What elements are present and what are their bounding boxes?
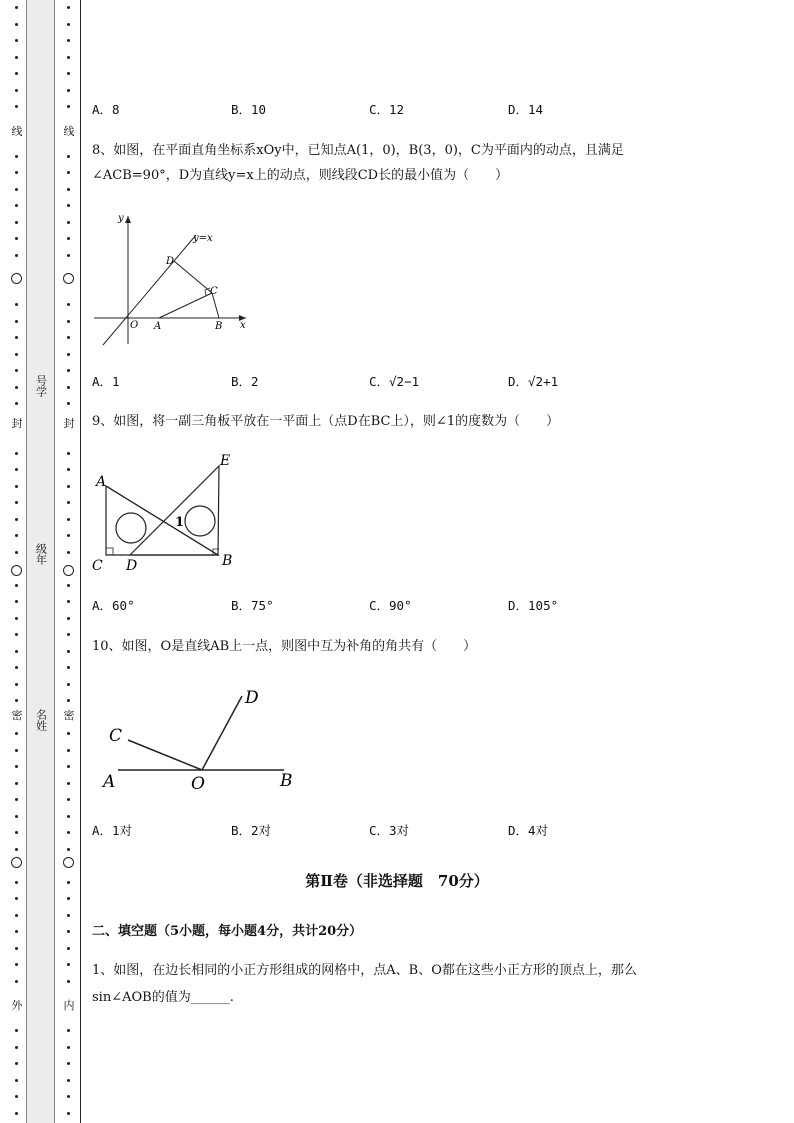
binding-dot [67,732,70,735]
binding-dot [67,72,70,75]
binding-dot [67,369,70,372]
binding-dot [67,155,70,158]
binding-dot [15,897,18,900]
q9-options [92,596,652,616]
binding-dot [15,320,18,323]
q10-point-d: D [245,688,259,708]
binding-dot [67,666,70,669]
inner-dotted-line [59,0,79,1123]
binding-dot [67,188,70,191]
student-id-label: 号学 [34,375,48,397]
binding-dot [15,584,18,587]
binding-dot [67,518,70,521]
binding-dot [67,815,70,818]
q8-option-a[interactable]: A．1 [92,374,120,389]
binding-dot [67,650,70,653]
binding-dot [67,765,70,768]
binding-dot [15,188,18,191]
q8-option-b[interactable]: B．2 [231,374,259,389]
binding-dot [15,402,18,405]
binding-dot [15,1046,18,1049]
binding-dot [67,947,70,950]
binding-dot [67,452,70,455]
outer-dotted-line [7,0,27,1123]
q8-point-b: B [215,321,223,332]
binding-dot [67,237,70,240]
binding-dot [67,782,70,785]
binding-dot [67,89,70,92]
binding-dot [15,683,18,686]
binding-dot [15,23,18,26]
binding-dot [67,963,70,966]
binding-dot [67,930,70,933]
binding-dot [15,386,18,389]
binding-dot [15,518,18,521]
inner-char-mark: 内 [63,999,75,1012]
binding-dot [15,353,18,356]
binding-dot [67,1046,70,1049]
binding-dot [67,600,70,603]
binding-dot [15,155,18,158]
binding-dot [67,633,70,636]
q8-point-d: D [166,256,175,267]
binding-dot [15,303,18,306]
q8-line-label: y=x [193,233,213,244]
binding-dot [67,402,70,405]
binding-dot [15,666,18,669]
section-two-title: 二、填空题（5小题，每小题4分，共计20分） [92,924,363,939]
binding-dot [67,353,70,356]
fill1-stem-line2: sin∠AOB的值为______. [92,990,234,1005]
binding-margin [0,0,82,1123]
q8-stem-line1: 8、如图，在平面直角坐标系xOy中，已知点A(1，0)，B(3，0)，C为平面内的动点，且满足 [92,143,624,158]
binding-dot [15,468,18,471]
binding-dot [15,237,18,240]
q9-point-c: C [92,558,103,574]
q10-point-o: O [191,774,205,794]
q10-stem: 10、如图，O是直线AB上一点，则图中互为补角的角共有（ ） [92,639,477,654]
binding-dot [67,897,70,900]
q9-point-e: E [220,453,231,469]
inner-char-mark: 封 [63,417,75,430]
q10-point-a: A [103,772,116,792]
q7-options [92,100,652,120]
q9-point-b: B [222,553,233,569]
binding-dot [15,89,18,92]
binding-dot [67,617,70,620]
binding-dot [67,699,70,702]
binding-dot [15,105,18,108]
binding-dot [67,105,70,108]
binding-dot [15,452,18,455]
binding-dot [67,221,70,224]
binding-dot [67,6,70,9]
q8-point-a: A [154,321,162,332]
binding-dot [67,23,70,26]
q9-angle-label: 1 [175,515,185,530]
binding-dot [15,72,18,75]
binding-dot [15,633,18,636]
binding-dot [15,1029,18,1032]
q10-figure [96,684,306,796]
binding-dot [15,1095,18,1098]
binding-dot [67,831,70,834]
q10-point-c: C [109,726,123,746]
q8-stem-line2: ∠ACB=90°，D为直线y=x上的动点，则线段CD长的最小值为（ ） [92,168,509,183]
q8-option-d[interactable]: D．√2+1 [508,374,559,389]
binding-dot [15,798,18,801]
q10-options [92,821,652,841]
outer-char-mark: 封 [11,417,23,430]
binding-dot [67,204,70,207]
binding-dot [15,749,18,752]
binding-dot [67,303,70,306]
binding-dot [67,914,70,917]
binding-dot [15,485,18,488]
q9-figure [88,448,248,578]
binding-dot [15,947,18,950]
q9-point-a: A [96,474,107,490]
binding-dot [15,1112,18,1115]
name-label: 名姓 [34,709,48,731]
binding-dot [15,782,18,785]
binding-dot [15,171,18,174]
inner-char-mark: 线 [63,125,75,138]
q9-stem: 9、如图，将一副三角板平放在一平面上（点D在BC上），则∠1的度数为（ ） [92,414,560,429]
binding-dot [15,336,18,339]
binding-dot [15,980,18,983]
binding-dot [15,617,18,620]
binding-dot [67,1112,70,1115]
q7-option-d[interactable]: D．14 [508,102,544,117]
binding-dot [67,798,70,801]
binding-dot [67,320,70,323]
binding-dot [67,171,70,174]
outer-char-mark: 线 [11,125,23,138]
binding-dot [67,848,70,851]
binding-dot [67,336,70,339]
binding-dot [67,534,70,537]
q10-option-c[interactable]: C．3对 [369,823,410,838]
outer-circle-mark [11,857,22,868]
binding-dot [15,221,18,224]
q8-options [92,372,652,392]
inner-circle-mark [63,857,74,868]
q10-option-d[interactable]: D．4对 [508,823,549,838]
q8-figure [88,208,258,348]
q9-option-b[interactable]: B．75° [231,598,274,613]
q8-option-c[interactable]: C．√2−1 [369,374,420,389]
binding-dot [15,551,18,554]
binding-dot [15,1079,18,1082]
binding-dot [67,749,70,752]
q9-option-d[interactable]: D．105° [508,598,559,613]
binding-dot [15,831,18,834]
outer-char-mark: 外 [11,999,23,1012]
binding-dot [15,254,18,257]
q7-option-b[interactable]: B．10 [231,102,267,117]
binding-dot [67,386,70,389]
inner-circle-mark [63,273,74,284]
q8-point-c: C [210,286,218,297]
binding-dot [67,468,70,471]
binding-dot [15,56,18,59]
q10-option-a[interactable]: A．1对 [92,823,133,838]
binding-dot [15,369,18,372]
binding-dot [67,1062,70,1065]
part-two-title: 第Ⅱ卷（非选择题 70分） [305,872,489,890]
inner-circle-mark [63,565,74,576]
outer-char-mark: 密 [11,709,23,722]
q7-option-a[interactable]: A．8 [92,102,120,117]
inner-char-mark: 密 [63,709,75,722]
outer-circle-mark [11,565,22,576]
binding-dot [15,765,18,768]
binding-dot [67,56,70,59]
binding-dot [67,683,70,686]
binding-dot [67,485,70,488]
binding-dot [15,732,18,735]
binding-rule [80,0,81,1123]
binding-dot [67,980,70,983]
q7-option-c[interactable]: C．12 [369,102,405,117]
binding-dot [15,815,18,818]
binding-dot [15,914,18,917]
binding-dot [15,963,18,966]
binding-dot [15,650,18,653]
binding-dot [67,551,70,554]
binding-dot [15,6,18,9]
binding-dot [15,534,18,537]
q8-x-axis-label: x [240,320,246,331]
binding-dot [15,501,18,504]
binding-dot [67,1095,70,1098]
binding-dot [67,254,70,257]
binding-dot [15,699,18,702]
binding-dot [67,501,70,504]
binding-dot [15,930,18,933]
binding-dot [15,204,18,207]
q9-option-a[interactable]: A．60° [92,598,135,613]
binding-dot [67,584,70,587]
q8-origin-label: O [130,320,139,331]
binding-dot [15,848,18,851]
binding-dot [67,1079,70,1082]
binding-dot [15,1062,18,1065]
binding-dot [67,1029,70,1032]
binding-dot [15,39,18,42]
q8-y-axis-label: y [118,213,124,224]
fill1-stem-line1: 1、如图，在边长相同的小正方形组成的网格中，点A、B、O都在这些小正方形的顶点上，那么 [92,963,637,978]
q9-point-d: D [126,558,138,574]
outer-circle-mark [11,273,22,284]
q10-option-b[interactable]: B．2对 [231,823,272,838]
grade-label: 级年 [34,543,48,565]
binding-dot [15,600,18,603]
q9-option-c[interactable]: C．90° [369,598,412,613]
binding-dot [67,39,70,42]
q10-point-b: B [280,771,293,791]
